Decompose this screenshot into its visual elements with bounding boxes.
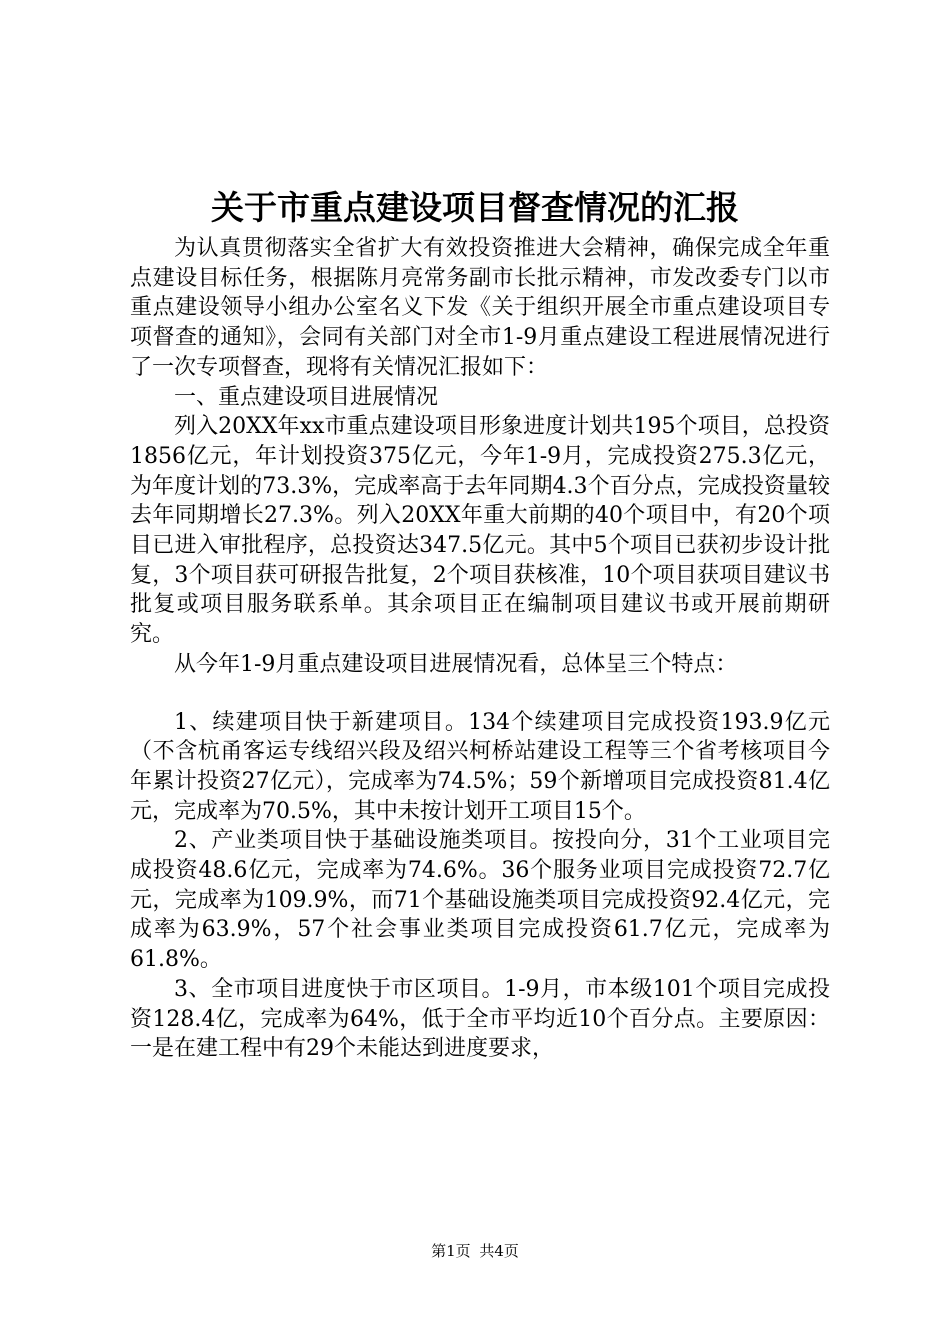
document-title: 关于市重点建设项目督查情况的汇报 [211,188,739,227]
page-total: 共4页 [479,1242,519,1260]
page-number: 第1页 [431,1242,471,1260]
paragraph-overview: 列入20XX年xx市重点建设项目形象进度计划共195个项目，总投资1856亿元，年计划投资375亿元，今年1-9月，完成投资275.3亿元，为年度计划的73.3%，完成率高于去年同期4.3个百分点，完成投资量较去年同期增长27.3%。列入20XX年重大前期的40个项目中，有20个项目已进入审批程序，总投资达347.5亿元。其中5个项目已获初步设计批复，3个项目获可研报告批复，2个项目获核准，10个项目获项目建议书批复或项目服务联系单。其余项目正在编制项目建议书或开展前期研究。 [130,414,830,648]
paragraph-intro: 为认真贯彻落实全省扩大有效投资推进大会精神，确保完成全年重点建设目标任务，根据陈月亮常务副市长批示精神，市发改委专门以市重点建设领导小组办公室名义下发《关于组织开展全市重点建设项目专项督查的通知》，会同有关部门对全市1-9月重点建设工程进展情况进行了一次专项督查，现将有关情况汇报如下： [130,236,830,380]
document-body [130,234,830,1064]
section-heading: 一、重点建设项目进展情况 [174,384,439,410]
paragraph-feature-2: 2、产业类项目快于基础设施类项目。按投向分，31个工业项目完成投资48.6亿元，完成率为74.6%。36个服务业项目完成投资72.7亿元，完成率为109.9%，而71个基础设施类项目完成投资92.4亿元，完成率为63.9%，57个社会事业类项目完成投资61.7亿元，完成率为61.8%。 [130,828,830,973]
paragraph-feature-1: 1、续建项目快于新建项目。134个续建项目完成投资193.9亿元（不含杭甬客运专线绍兴段及绍兴柯桥站建设工程等三个省考核项目今年累计投资27亿元），完成率为74.5%；59个新增项目完成投资81.4亿元，完成率为70.5%，其中未按计划开工项目15个。 [130,709,830,824]
paragraph-feature-3: 3、全市项目进度快于市区项目。1-9月，市本级101个项目完成投资128.4亿，完成率为64%，低于全市平均近10个百分点。主要原因：一是在建工程中有29个未能达到进度要求， [130,976,830,1062]
paragraph-features-intro: 从今年1-9月重点建设项目进展情况看，总体呈三个特点： [174,651,738,677]
page-footer [0,1240,950,1261]
